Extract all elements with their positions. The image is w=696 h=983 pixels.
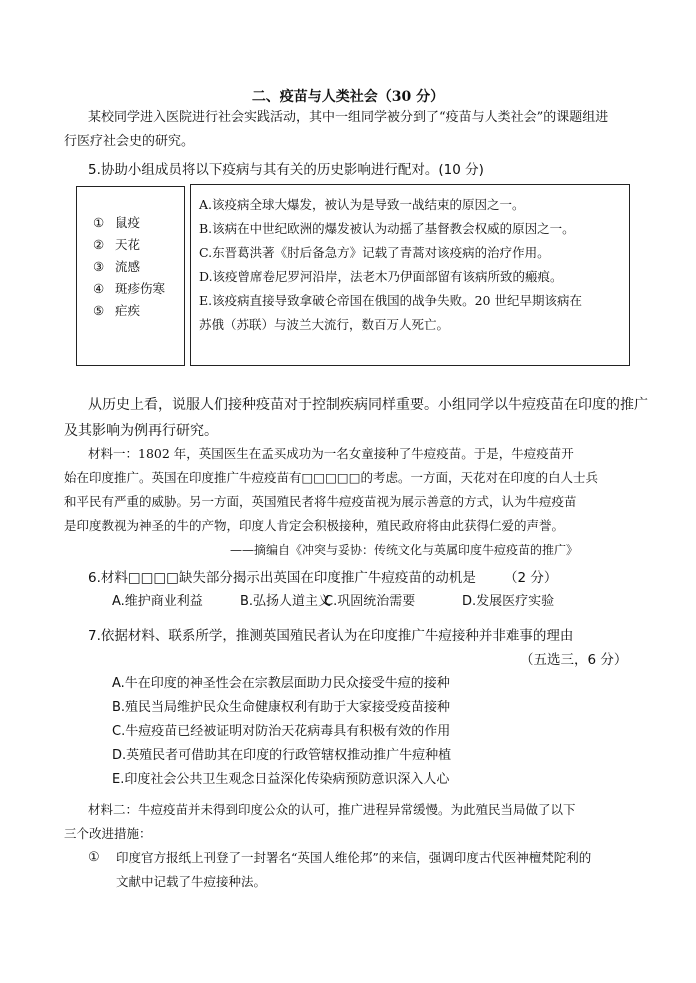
q6-option-d[interactable]: D.发展医疗实验 (462, 594, 555, 609)
question-7: 7.依据材料、联系所学，推测英国殖民者认为在印度推广牛痘接种并非难事的理由 (88, 628, 574, 644)
material-2-item-line-2: 文献中记载了牛痘接种法。 (116, 874, 267, 889)
material-2-line-2: 三个改进措施： (64, 826, 152, 841)
impact-item: A.该疫病全球大爆发，被认为是导致一战结束的原因之一。 (199, 197, 525, 212)
material-1-source: ——摘编自《冲突与妥协：传统文化与英属印度牛痘疫苗的推广》 (230, 543, 579, 557)
section-intro-line-1: 某校同学进入医院进行社会实践活动，其中一组同学被分到了“疫苗与人类社会”的课题组进 (88, 110, 609, 125)
disease-name: 流感 (115, 259, 141, 274)
impact-item: C.东晋葛洪著《肘后备急方》记载了青蒿对该疫病的治疗作用。 (199, 245, 550, 260)
disease-item (93, 235, 140, 253)
material-1-line: 始在印度推广。英国在印度推广牛痘疫苗有□□□□□的考虑。一方面，天花对在印度的白人士兵 (64, 470, 599, 485)
disease-number: ① (93, 215, 105, 230)
q7-option-e[interactable]: E.印度社会公共卫生观念日益深化传染病预防意识深入人心 (112, 772, 450, 787)
question-5: 5.协助小组成员将以下疫病与其有关的历史影响进行配对。(10 分) (88, 162, 484, 178)
history-line-1: 从历史上看，说服人们接种疫苗对于控制疾病同样重要。小组同学以牛痘疫苗在印度的推广 (88, 397, 648, 413)
disease-name: 疟疾 (115, 303, 141, 318)
impact-item-continued: 苏俄（苏联）与波兰大流行，数百万人死亡。 (199, 317, 450, 332)
disease-item (93, 279, 165, 297)
question-6-score: （2 分） (504, 570, 558, 586)
material-2-item-number: ① (88, 850, 100, 865)
question-6: 6.材料□□□□缺失部分揭示出英国在印度推广牛痘疫苗的动机是 (88, 570, 476, 586)
impact-item: D.该疫曾席卷尼罗河沿岸，法老木乃伊面部留有该病所致的瘢痕。 (199, 269, 563, 284)
material-2-line-1: 材料二：牛痘疫苗并未得到印度公众的认可，推广进程异常缓慢。为此殖民当局做了以下 (88, 802, 576, 817)
material-2-item-line-1: 印度官方报纸上刊登了一封署名“英国人维伦邦”的来信，强调印度古代医神檀梵陀利的 (116, 850, 592, 865)
section-title: 二、疫苗与人类社会（30 分） (251, 89, 445, 105)
q6-option-c[interactable]: C.巩固统治需要 (324, 594, 416, 609)
disease-name: 斑疹伤寒 (115, 281, 166, 296)
disease-item (93, 257, 140, 275)
material-1-line: 和平民有严重的威胁。另一方面，英国殖民者将牛痘疫苗视为展示善意的方式，认为牛痘疫苗 (64, 494, 577, 509)
disease-item (93, 213, 140, 231)
disease-name: 鼠疫 (115, 215, 141, 230)
material-1-line: 是印度教视为神圣的牛的产物，印度人肯定会积极接种，殖民政府将由此获得仁爱的声誉。 (64, 518, 565, 533)
q7-option-b[interactable]: B.殖民当局维护民众生命健康权利有助于大家接受疫苗接种 (112, 700, 451, 715)
disease-number: ④ (93, 281, 105, 296)
q7-option-d[interactable]: D.英殖民者可借助其在印度的行政管辖权推动推广牛痘种植 (112, 748, 452, 763)
impact-list-box (190, 184, 630, 366)
question-7-score: （五选三，6 分） (520, 652, 628, 668)
disease-list-box (76, 186, 185, 366)
disease-name: 天花 (115, 237, 141, 252)
disease-number: ② (93, 237, 105, 252)
disease-number: ⑤ (93, 303, 105, 318)
disease-number: ③ (93, 259, 105, 274)
q6-option-b[interactable]: B.弘扬人道主义 (240, 594, 332, 609)
impact-item: B.该病在中世纪欧洲的爆发被认为动摇了基督教会权威的原因之一。 (199, 221, 575, 236)
q7-option-a[interactable]: A.牛在印度的神圣性会在宗教层面助力民众接受牛痘的接种 (112, 676, 450, 691)
q6-option-a[interactable]: A.维护商业利益 (112, 594, 203, 609)
history-line-2: 及其影响为例再行研究。 (64, 423, 218, 439)
material-1-line: 材料一：1802 年，英国医生在孟买成功为一名女童接种了牛痘疫苗。于是，牛痘疫苗开 (88, 446, 574, 461)
impact-item: E.该疫病直接导致拿破仑帝国在俄国的战争失败。20 世纪早期该病在 (199, 293, 582, 308)
q7-option-c[interactable]: C.牛痘疫苗已经被证明对防治天花病毒具有积极有效的作用 (112, 724, 451, 739)
section-intro-line-2: 行医疗社会史的研究。 (64, 134, 195, 149)
disease-item (93, 301, 140, 319)
